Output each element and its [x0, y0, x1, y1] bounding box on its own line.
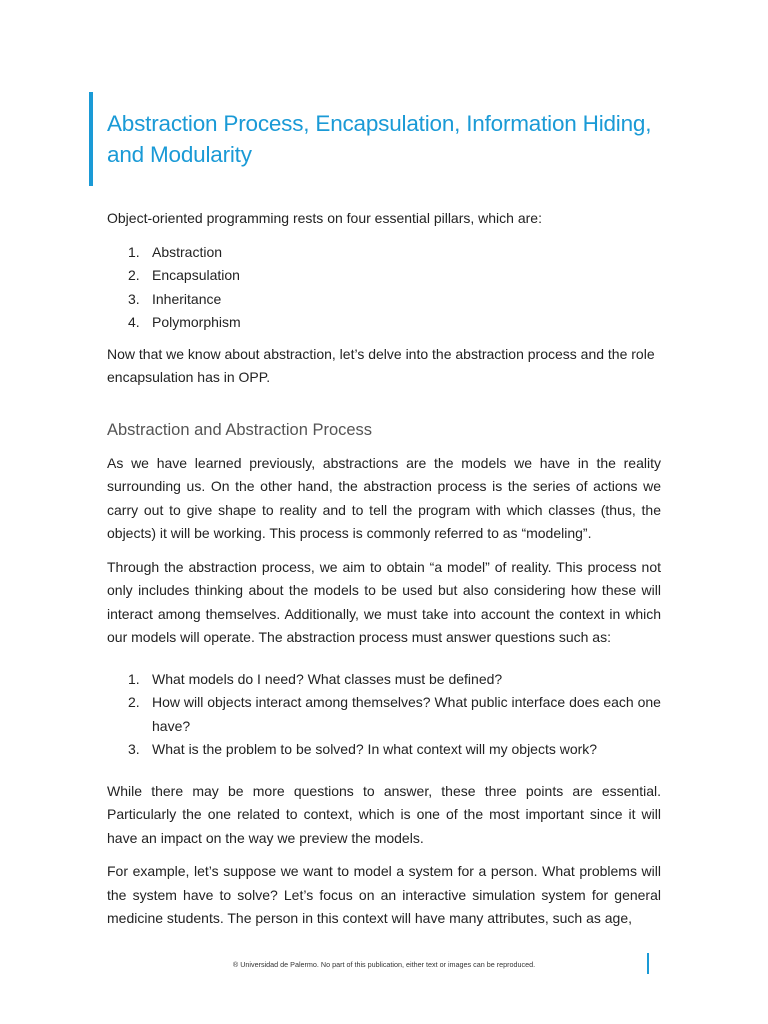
list-item	[107, 691, 661, 738]
list-number: 4.	[128, 314, 140, 330]
list-item-text: Encapsulation	[152, 267, 240, 283]
body-paragraph: Through the abstraction process, we aim to obtain “a model” of reality. This process not only includes thinking about the models to be used but also considering how these will interact among themselves. Additionally, we must take into account the context in which our models will operate. The abstraction process must answer questions such as:	[107, 558, 661, 645]
list-item-text: What is the problem to be solved? In what context will my objects work?	[152, 741, 598, 757]
list-item	[107, 738, 661, 762]
footer-accent-bar	[647, 953, 649, 974]
list-item-text: How will objects interact among themselves? What public interface does each one have?	[152, 694, 661, 734]
questions-list	[107, 668, 661, 762]
list-item-text: Abstraction	[152, 243, 223, 260]
list-item	[107, 288, 661, 312]
list-item	[107, 264, 661, 288]
pillars-list	[107, 241, 661, 335]
list-item	[107, 241, 661, 265]
list-number: 2.	[128, 694, 140, 710]
body-paragraph: While there may be more questions to answer, these three points are essential. Particularly the one related to context, which is one of the most important since it will have an impact on the way we preview the models.	[107, 782, 661, 846]
document-body	[107, 207, 661, 941]
list-number: 3.	[128, 741, 140, 757]
list-number: 3.	[128, 290, 140, 307]
page-title: Abstraction Process, Encapsulation, Information Hiding, and Modularity	[107, 111, 652, 167]
copyright-footer: ® Universidad de Palermo. No part of this publication, either text or images can be reproduced.	[232, 960, 536, 969]
list-item	[107, 311, 661, 335]
body-paragraph: For example, let’s suppose we want to model a system for a person. What problems will the system have to solve? Let’s focus on an interactive simulation system for general medicine students. The person in this context will have many attributes, such as age,	[107, 863, 661, 926]
body-paragraph: As we have learned previously, abstractions are the models we have in the reality surrounding us. On the other hand, the abstraction process is the series of actions we carry out to give shape to reality and to tell the program with which classes (thus, the objects) it will be working. This process is commonly referred to as “modeling”.	[107, 454, 661, 541]
title-accent-bar	[89, 92, 93, 186]
transition-paragraph: Now that we know about abstraction, let’s delve into the abstraction process and the role encapsulation has in OPP.	[107, 345, 655, 385]
section-heading: Abstraction and Abstraction Process	[107, 420, 373, 439]
list-number: 1.	[128, 243, 140, 260]
list-item-text: Inheritance	[152, 290, 222, 307]
list-item	[107, 668, 661, 692]
list-number: 2.	[128, 267, 140, 283]
intro-paragraph: Object-oriented programming rests on four essential pillars, which are:	[107, 210, 542, 226]
list-item-text: What models do I need? What classes must be defined?	[152, 670, 503, 687]
list-number: 1.	[128, 670, 140, 687]
list-item-text: Polymorphism	[152, 314, 241, 330]
